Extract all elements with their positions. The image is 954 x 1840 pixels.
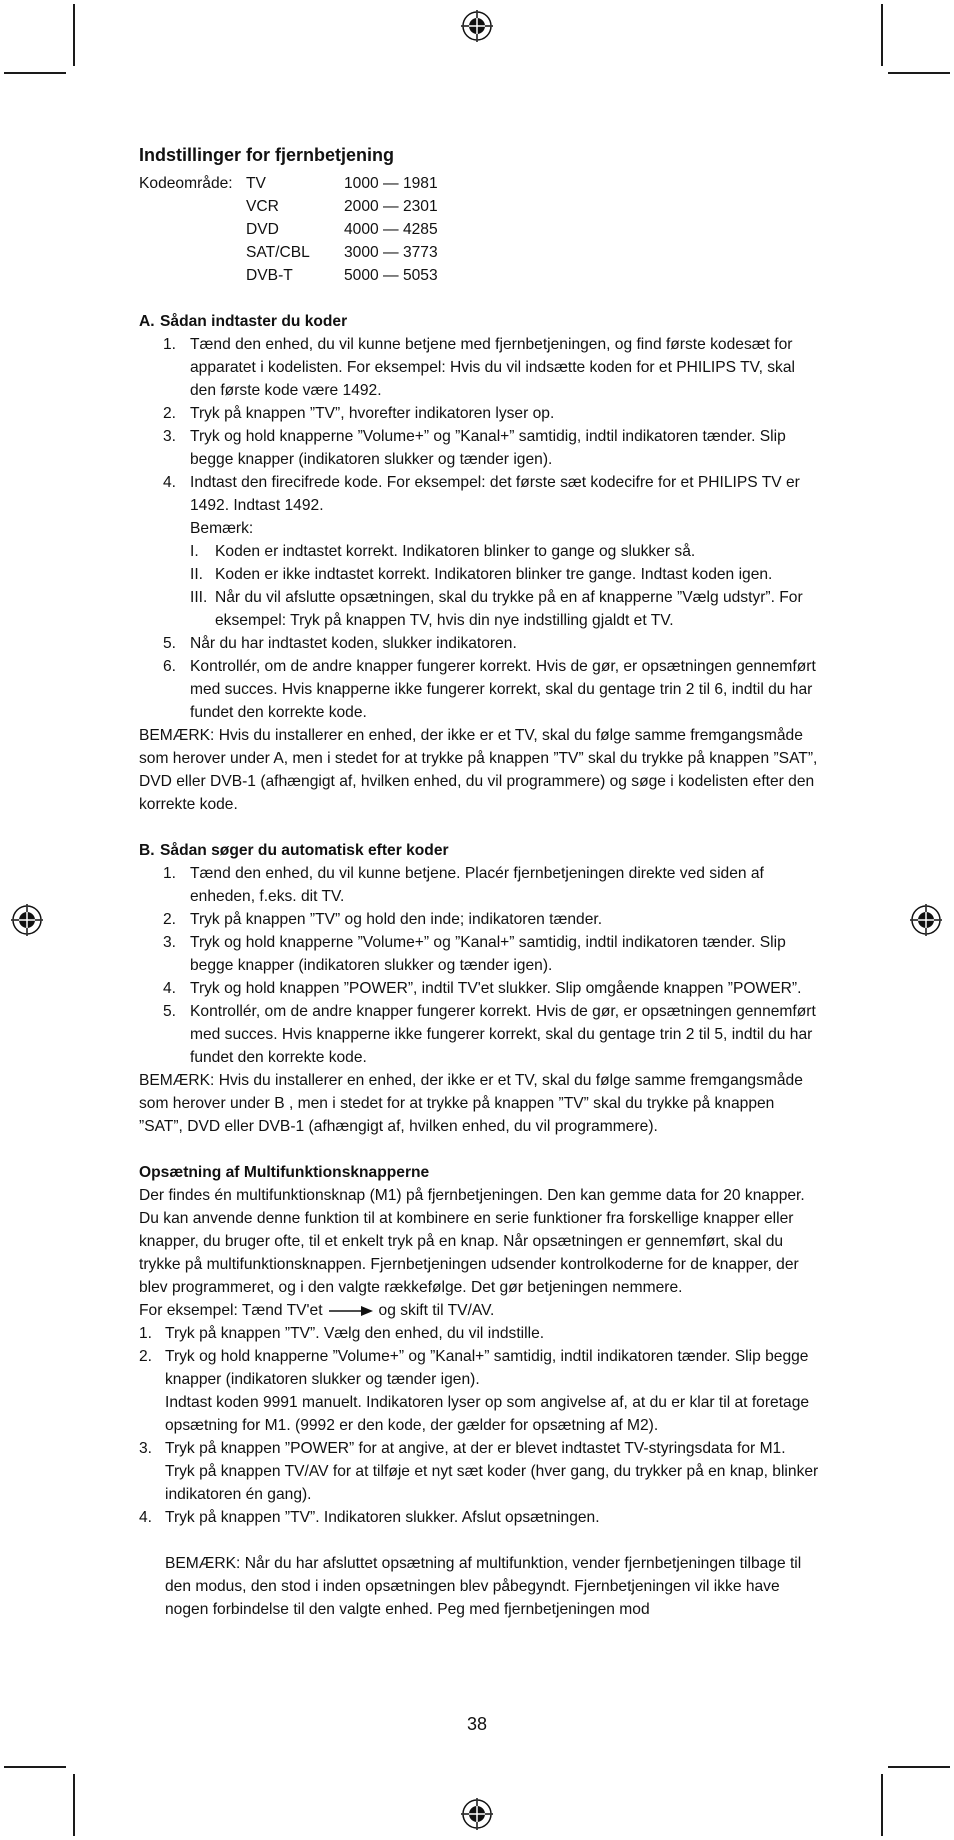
code-range: 2000 — 2301 <box>344 198 438 215</box>
list-item <box>139 1000 819 1069</box>
section-b-heading <box>139 839 819 862</box>
item-text: Tryk på knappen ”TV”. Indikatoren slukker. Afslut opsætningen. <box>165 1509 600 1526</box>
code-range: 5000 — 5053 <box>344 267 438 284</box>
multifunction-steps <box>139 1322 819 1529</box>
item-text: Indtast den firecifrede kode. For eksempel: det første sæt kodecifre for et PHILIPS TV er 1492. Indtast 1492. <box>190 474 800 514</box>
item-number: 1. <box>139 1325 153 1342</box>
registration-mark-icon <box>909 903 943 937</box>
item-number: 1. <box>163 865 177 882</box>
item-number: 5. <box>163 635 177 652</box>
item-number: 5. <box>163 1003 177 1020</box>
item-text: Kontrollér, om de andre knapper fungerer korrekt. Hvis de gør, er opsætningen gennemført med succes. Hvis knapperne ikke fungerer korrekt, skal du gentage trin 2 til 6, indtil du har fundet den korrekte kode. <box>190 658 816 721</box>
arrow-right-icon <box>329 1306 373 1316</box>
item-number: 4. <box>163 474 177 491</box>
code-range: 1000 — 1981 <box>344 175 438 192</box>
list-item <box>139 862 819 908</box>
item-text: Tænd den enhed, du vil kunne betjene med fjernbetjeningen, og find første kodesæt for apparatet i kodelisten. For eksempel: Hvis du vil indsætte koden for et PHILIPS TV, skal den første kode være 1492. <box>190 336 795 399</box>
item-text: Tryk på knappen ”TV”. Vælg den enhed, du vil indstille. <box>165 1325 545 1342</box>
list-item <box>139 471 819 517</box>
section-a-note: BEMÆRK: Hvis du installerer en enhed, der ikke er et TV, skal du følge samme fremgangsmåde som herover under A, men i stedet for at trykke på knappen ”TV” skal du trykke på knappen ”SAT”, DVD eller DVB-1 (afhængigt af, hvilken enhed, du vil programmere) og søge i kodelisten efter den korrekte kode. <box>139 727 818 813</box>
list-item <box>139 402 819 425</box>
item-number: 3. <box>163 428 177 445</box>
crop-mark <box>4 72 66 74</box>
code-device: DVD <box>246 221 279 238</box>
section-a-heading <box>139 310 819 333</box>
section-letter: A. <box>139 313 155 330</box>
item-number: 6. <box>163 658 177 675</box>
page-number: 38 <box>466 1714 488 1734</box>
item-number: 1. <box>163 336 177 353</box>
section-title: Sådan søger du automatisk efter koder <box>160 842 449 859</box>
item-text: Tryk på knappen ”POWER” for at angive, at der er blevet indtastet TV-styringsdata for M1. Tryk på knappen TV/AV for at tilføje et nyt sæt koder (hver gang, du trykker på en knap, blinker indikatoren én gang). <box>165 1440 819 1503</box>
list-item <box>139 931 819 977</box>
section-a-steps <box>139 333 819 724</box>
roman-item <box>139 540 819 563</box>
registration-mark-icon <box>460 9 494 43</box>
crop-mark <box>881 4 883 66</box>
list-item <box>139 333 819 402</box>
item-continuation: Indtast koden 9991 manuelt. Indikatoren lyser op som angivelse af, at du er klar til at foretage opsætning for M1. (9992 er den kode, der gælder for opsætning af M2). <box>165 1394 810 1434</box>
crop-mark <box>4 1766 66 1768</box>
list-item <box>139 1506 819 1529</box>
item-number: 3. <box>163 934 177 951</box>
multifunction-heading: Opsætning af Multifunktionsknapperne <box>139 1164 430 1181</box>
section-b-steps <box>139 862 819 1069</box>
example-text: For eksempel: Tænd TV'et <box>139 1302 323 1319</box>
item-number: 4. <box>163 980 177 997</box>
item-text: Tryk og hold knapperne ”Volume+” og ”Kanal+” samtidig, indtil indikatoren tænder. Slip begge knapper (indikatoren slukker og tænder igen). <box>165 1348 809 1388</box>
roman-number: I. <box>190 543 199 560</box>
item-text: Tænd den enhed, du vil kunne betjene. Placér fjernbetjeningen direkte ved siden af enheden, f.eks. dit TV. <box>190 865 764 905</box>
list-item <box>139 1345 819 1391</box>
code-device: SAT/CBL <box>246 244 310 261</box>
registration-mark-icon <box>460 1797 494 1831</box>
item-text: Når du vil afslutte opsætningen, skal du trykke på en af knapperne ”Vælg udstyr”. For eksempel: Tryk på knappen TV, hvis din nye indstilling gjaldt et TV. <box>215 589 803 629</box>
roman-number: III. <box>190 589 208 606</box>
code-range: 4000 — 4285 <box>344 221 438 238</box>
section-title: Sådan indtaster du koder <box>160 313 348 330</box>
crop-mark <box>888 1766 950 1768</box>
code-range-table <box>139 172 819 287</box>
multifunction-example <box>139 1299 819 1322</box>
code-range-label: Kodeområde: <box>139 175 233 192</box>
list-item <box>139 655 819 724</box>
item-text: Kontrollér, om de andre knapper fungerer korrekt. Hvis de gør, er opsætningen gennemført med succes. Hvis knapperne ikke fungerer korrekt, skal du gentage trin 2 til 5, indtil du har fundet den korrekte kode. <box>190 1003 816 1066</box>
code-device: VCR <box>246 198 279 215</box>
item-text: Når du har indtastet koden, slukker indikatoren. <box>190 635 517 652</box>
item-text: Koden er ikke indtastet korrekt. Indikatoren blinker tre gange. Indtast koden igen. <box>215 566 773 583</box>
registration-mark-icon <box>10 903 44 937</box>
roman-number: II. <box>190 566 203 583</box>
item-number: 4. <box>139 1509 153 1526</box>
item-number: 3. <box>139 1440 153 1457</box>
multifunction-intro: Der findes én multifunktionsknap (M1) på fjernbetjeningen. Den kan gemme data for 20 knapper. Du kan anvende denne funktion til at kombinere en serie funktioner fra forskellige knapper eller knapper, du bruger ofte, til et enkelt tryk på en knap. Når opsætningen er gennemført, skal du trykke på multifunktionsknappen. Fjernbetjeningen udsender kontrolkoderne for de knapper, der blev programmeret, og i den valgte rækkefølge. Det gør betjeningen nemmere. <box>139 1187 805 1296</box>
list-item <box>139 908 819 931</box>
code-range: 3000 — 3773 <box>344 244 438 261</box>
crop-mark <box>881 1774 883 1836</box>
code-device: DVB-T <box>246 267 293 284</box>
item-text: Tryk på knappen ”TV”, hvorefter indikatoren lyser op. <box>190 405 555 422</box>
list-item <box>139 1437 819 1506</box>
crop-mark <box>73 4 75 66</box>
multifunction-note: BEMÆRK: Når du har afsluttet opsætning af multifunktion, vender fjernbetjeningen tilbage til den modus, den stod i inden opsætningen blev påbegyndt. Fjernbetjeningen vil ikke have nogen forbindelse til den valgte enhed. Peg med fjernbetjeningen mod <box>165 1555 802 1618</box>
item-text: Tryk på knappen ”TV” og hold den inde; indikatoren tænder. <box>190 911 603 928</box>
list-item <box>139 977 819 1000</box>
item-text: Tryk og hold knapperne ”Volume+” og ”Kanal+” samtidig, indtil indikatoren tænder. Slip begge knapper (indikatoren slukker og tænder igen). <box>190 428 786 468</box>
item-number: 2. <box>163 911 177 928</box>
item-text: Koden er indtastet korrekt. Indikatoren blinker to gange og slukker så. <box>215 543 696 560</box>
section-b-note: BEMÆRK: Hvis du installerer en enhed, der ikke er et TV, skal du følge samme fremgangsmåde som herover under B , men i stedet for at trykke på knappen ”TV” skal du trykke på knappen ”SAT”, DVD eller DVB-1 (afhængigt af, hvilken enhed, du vil programmere). <box>139 1072 803 1135</box>
list-item <box>139 425 819 471</box>
list-item <box>139 632 819 655</box>
roman-item <box>139 563 819 586</box>
crop-mark <box>888 72 950 74</box>
page-title: Indstillinger for fjernbetjening <box>139 145 395 165</box>
item-number: 2. <box>163 405 177 422</box>
item-text: Tryk og hold knapperne ”Volume+” og ”Kanal+” samtidig, indtil indikatoren tænder. Slip begge knapper (indikatoren slukker og tænder igen). <box>190 934 786 974</box>
item-number: 2. <box>139 1348 153 1365</box>
section-letter: B. <box>139 842 155 859</box>
remark-label: Bemærk: <box>190 520 254 537</box>
item-text: Tryk og hold knappen ”POWER”, indtil TV'et slukker. Slip omgående knappen ”POWER”. <box>190 980 802 997</box>
code-device: TV <box>246 175 266 192</box>
list-item <box>139 1322 819 1345</box>
crop-mark <box>73 1774 75 1836</box>
page-content <box>139 143 819 1621</box>
example-text: og skift til TV/AV. <box>378 1302 495 1319</box>
roman-item <box>139 586 819 632</box>
